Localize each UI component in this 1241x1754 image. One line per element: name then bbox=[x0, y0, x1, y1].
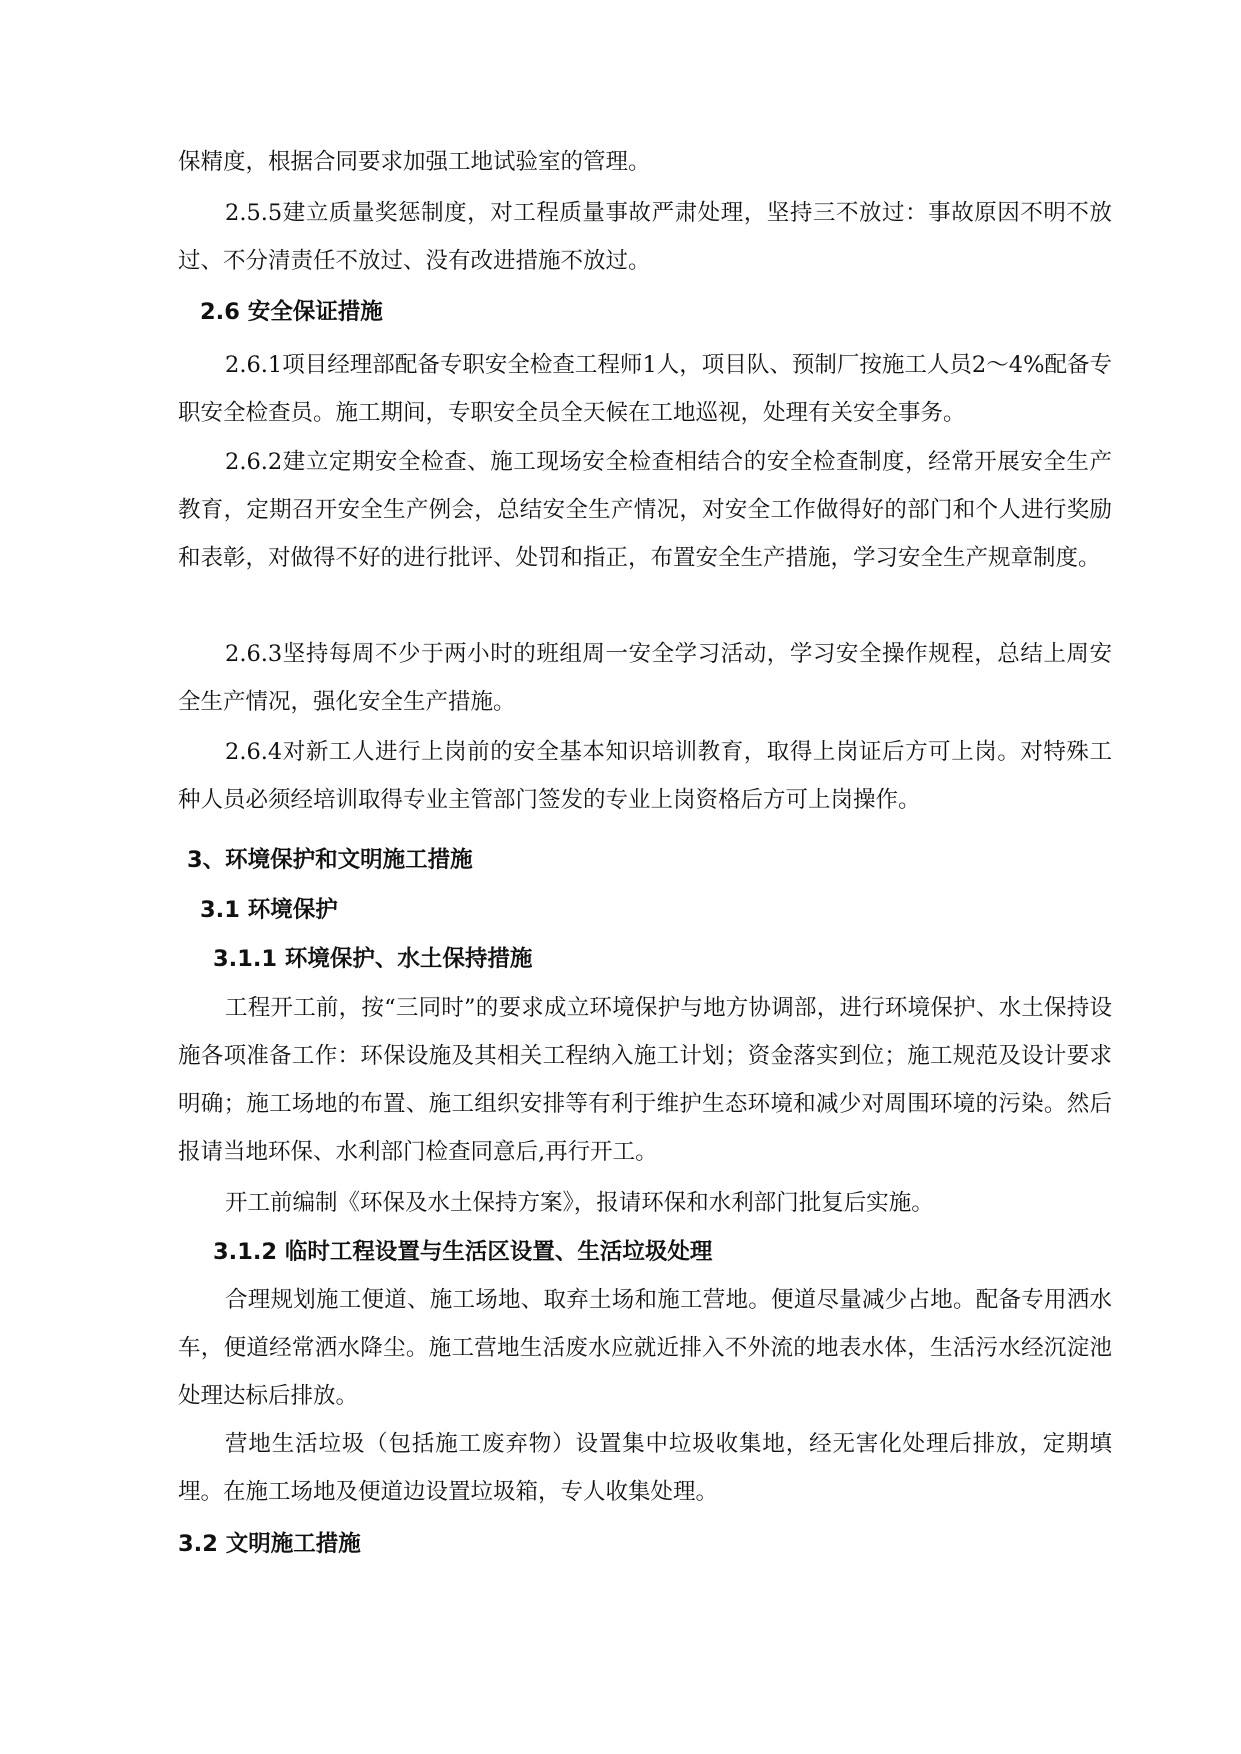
paragraph-2-6-4: 2.6.4对新工人进行上岗前的安全基本知识培训教育，取得上岗证后方可上岗。对特殊工种人员必须经培训取得专业主管部门签发的专业上岗资格后方可上岗操作。 bbox=[178, 739, 1112, 813]
heading-3-1-1: 3.1.1 环境保护、水土保持措施 bbox=[213, 946, 533, 972]
heading-2-6: 2.6 安全保证措施 bbox=[200, 299, 383, 325]
heading-3-2: 3.2 文明施工措施 bbox=[178, 1531, 361, 1557]
paragraph-2-6-2: 2.6.2建立定期安全检查、施工现场安全检查相结合的安全检查制度，经常开展安全生产教育，定期召开安全生产例会，总结安全生产情况，对安全工作做得好的部门和个人进行奖励和表彰，对做得不好的进行批评、处罚和指正，布置安全生产措施，学习安全生产规章制度。 bbox=[178, 449, 1112, 571]
paragraph-2-6-3: 2.6.3坚持每周不少于两小时的班组周一安全学习活动，学习安全操作规程，总结上周安全生产情况，强化安全生产措施。 bbox=[178, 641, 1112, 715]
heading-3-1: 3.1 环境保护 bbox=[200, 897, 338, 923]
paragraph-environment-preparation: 工程开工前，按“三同时”的要求成立环境保护与地方协调部，进行环境保护、水土保持设施各项准备工作：环保设施及其相关工程纳入施工计划；资金落实到位；施工规范及设计要求明确；施工场地的布置、施工组织安排等有利于维护生态环境和减少对周围环境的污染。然后报请当地环保、水利部门检查同意后,再行开工。 bbox=[178, 995, 1112, 1165]
paragraph-garbage: 营地生活垃圾（包括施工废弃物）设置集中垃圾收集地，经无害化处理后排放，定期填埋。在施工场地及便道边设置垃圾箱，专人收集处理。 bbox=[178, 1431, 1112, 1505]
paragraph-quality-lab: 保精度，根据合同要求加强工地试验室的管理。 bbox=[178, 149, 651, 175]
paragraph-temporary-works: 合理规划施工便道、施工场地、取弃土场和施工营地。便道尽量减少占地。配备专用洒水车，便道经常洒水降尘。施工营地生活废水应就近排入不外流的地表水体，生活污水经沉淀池处理达标后排放。 bbox=[178, 1287, 1112, 1409]
paragraph-environment-plan: 开工前编制《环保及水土保持方案》，报请环保和水利部门批复后实施。 bbox=[225, 1190, 934, 1216]
paragraph-2-6-1: 2.6.1项目经理部配备专职安全检查工程师1人，项目队、预制厂按施工人员2～4%配备专职安全检查员。施工期间，专职安全员全天候在工地巡视，处理有关安全事务。 bbox=[178, 352, 1112, 426]
paragraph-2-5-5: 2.5.5建立质量奖惩制度，对工程质量事故严肃处理，坚持三不放过：事故原因不明不放过、不分清责任不放过、没有改进措施不放过。 bbox=[178, 200, 1112, 274]
heading-3-1-2: 3.1.2 临时工程设置与生活区设置、生活垃圾处理 bbox=[213, 1239, 713, 1265]
heading-section-3: 3、环境保护和文明施工措施 bbox=[187, 847, 473, 873]
